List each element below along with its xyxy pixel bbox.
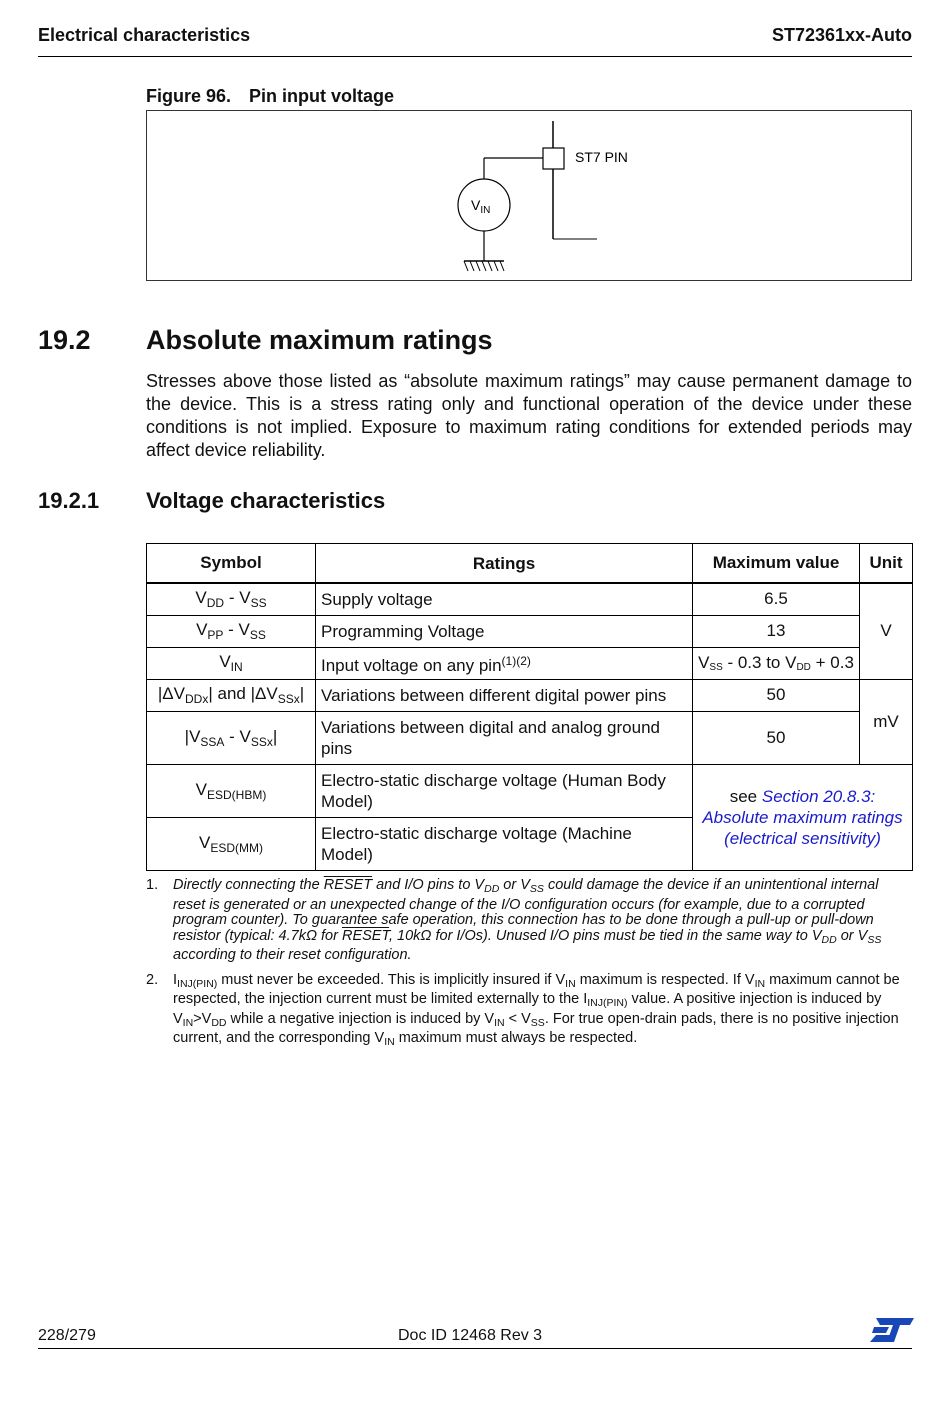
figure-label: Figure 96. <box>146 86 232 106</box>
header-rule <box>38 56 912 57</box>
col-max-value: Maximum value <box>693 544 860 584</box>
subsection-number: 19.2.1 <box>38 488 100 513</box>
symbol-cell: $V_{ESD(MM)}$ <box>147 817 316 870</box>
symbol-cell: $V_{ESD(HBM)}$ <box>147 764 316 817</box>
col-unit: Unit <box>860 544 913 584</box>
footnote-2: 2. $I_{INJ(PIN)}$ must never be exceeded. This is implicitly insured if $V_{IN}$ maximum is respected. If $V_{IN}$ maximum cannot be respected, the injection current must be limited externally to the $I_{INJ(PIN)}$ value. A positive injection is induced by $V_{IN}>V_{DD}$ while a negative injection is induced by $V_{IN} < V_{SS}$. For true open-drain pads, there is no positive injection current, and the corresponding $V_{IN}$ maximum must always be respected. <box>146 971 900 1048</box>
ratings-cell: Supply voltage <box>316 583 693 615</box>
table-row <box>147 615 913 647</box>
table-row <box>147 679 913 711</box>
st-logo-icon <box>868 1316 914 1349</box>
subsection-title: Voltage characteristics <box>146 488 386 513</box>
esd-reference-cell: see Section 20.8.3: Absolute maximum ratings (electrical sensitivity) <box>693 764 913 870</box>
ratings-cell: Variations between digital and analog ground pins <box>316 711 693 764</box>
st7-pin-label: ST7 PIN <box>575 149 628 165</box>
unit-cell: mV <box>860 679 913 764</box>
table-row <box>147 647 913 679</box>
intro-paragraph: Stresses above those listed as “absolute maximum ratings” may cause permanent damage to the device. This is a stress rating only and functional operation of the device under these conditions is not implied. Exposure to maximum rating conditions for extended periods may affect device reliability. <box>146 371 912 460</box>
figure-title: Pin input voltage <box>249 86 395 106</box>
unit-cell: V <box>860 583 913 679</box>
section-number: 19.2 <box>38 325 91 355</box>
page-number: 228/279 <box>38 1327 96 1344</box>
voltage-characteristics-table <box>146 543 913 871</box>
symbol-cell: $V_{PP} - V_{SS}$ <box>147 615 316 647</box>
pin-input-circuit-diagram <box>147 111 913 282</box>
ratings-cell: Variations between different digital power pins <box>316 679 693 711</box>
section-title: Absolute maximum ratings <box>146 325 493 355</box>
max-value-cell: VSS - 0.3 to VDD + 0.3 <box>693 647 860 679</box>
footer-rule <box>38 1348 912 1349</box>
table-row <box>147 583 913 615</box>
figure-box <box>146 110 912 281</box>
vin-source-label: $V_{IN}$ <box>471 197 491 216</box>
ratings-cell: Input voltage on any pin$^{(1)(2)}$ <box>316 647 693 679</box>
footnote-1: 1. Directly connecting the RESET and I/O pins to $V_{DD}$ or $V_{SS}$ could damage the device if an unintentional internal reset is generated or an unexpected change of the I/O configuration occurs (for example, due to a corrupted program counter). To guarantee safe operation, this connection has to be done through a pull-up or pull-down resistor (typical: 4.7kΩ for RESET, 10kΩ for I/Os). Unused I/O pins must be tied in the same way to $V_{DD}$ or $V_{SS}$ according to their reset configuration. <box>146 877 882 963</box>
table-row <box>147 764 913 817</box>
max-value-cell: 50 <box>693 711 860 764</box>
figure-caption <box>146 86 394 107</box>
symbol-cell: $|V_{SSA} - V_{SSx}|$ <box>147 711 316 764</box>
table-row <box>147 711 913 764</box>
ratings-cell: Electro-static discharge voltage (Machine Model) <box>316 817 693 870</box>
symbol-cell: $V_{IN}$ <box>147 647 316 679</box>
table-footnotes <box>146 878 912 1060</box>
ratings-cell: Electro-static discharge voltage (Human Body Model) <box>316 764 693 817</box>
max-value-cell: 6.5 <box>693 583 860 615</box>
col-symbol: Symbol <box>147 544 316 584</box>
ratings-cell: Programming Voltage <box>316 615 693 647</box>
symbol-cell: $V_{DD} - V_{SS}$ <box>147 583 316 615</box>
section-20-8-3-link[interactable]: Section 20.8.3: Absolute maximum ratings (electrical sensitivity) <box>702 786 903 848</box>
table-header-row <box>147 544 913 584</box>
header-section-title: Electrical characteristics <box>38 25 251 45</box>
max-value-cell: 50 <box>693 679 860 711</box>
doc-id: Doc ID 12468 Rev 3 <box>398 1327 543 1344</box>
header-doc-title: ST72361xx-Auto <box>771 25 912 45</box>
symbol-cell: $|\Delta V_{DDx}|$ and $|\Delta V_{SSx}|$ <box>147 679 316 711</box>
max-value-cell: 13 <box>693 615 860 647</box>
col-ratings: Ratings <box>316 544 693 584</box>
